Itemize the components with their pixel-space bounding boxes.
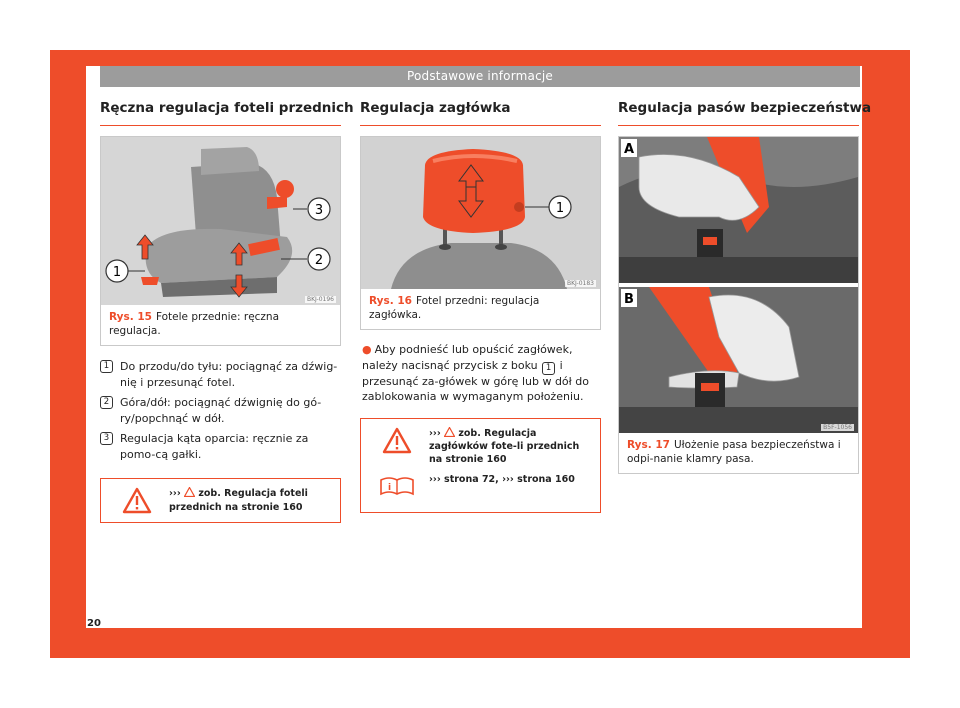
paragraph-text: Aby podnieść lub opuścić zagłówek, należy nacisnąć przycisk z boku xyxy=(362,343,573,372)
warning-icon xyxy=(109,487,165,514)
steps-list xyxy=(100,359,341,462)
warning-small-icon xyxy=(184,487,195,502)
step-number: 1 xyxy=(542,362,555,375)
svg-text:i: i xyxy=(388,483,392,493)
warning-text: zob. Regulacja foteli przednich na stronie 160 xyxy=(169,488,308,513)
warning-box xyxy=(100,478,341,523)
figure-caption xyxy=(101,305,340,345)
caption-text: Fotele przednie: ręczna regulacja. xyxy=(109,311,280,337)
column-seatbelt xyxy=(618,100,872,474)
caption-text: Fotel przedni: regulacja zagłówka. xyxy=(369,295,540,321)
caption-text: Ułożenie pasa bezpieczeństwa i odpi-nanie klamry pasa. xyxy=(627,439,841,465)
image-code: BKJ-0183 xyxy=(566,280,594,287)
book-icon xyxy=(369,474,425,496)
page-number: 20 xyxy=(87,618,101,629)
step-number: 3 xyxy=(100,432,113,445)
figure-label: Rys. 16 xyxy=(369,295,412,307)
section-title: Regulacja pasów bezpieczeństwa xyxy=(618,100,859,126)
warning-link[interactable] xyxy=(165,487,332,514)
step-text: Regulacja kąta oparcia: ręcznie za pomo-cą gałki. xyxy=(120,432,309,461)
list-item xyxy=(100,359,341,390)
link-prefix: ››› xyxy=(429,427,441,439)
list-item xyxy=(100,431,341,462)
step-number: 2 xyxy=(100,396,113,409)
link-prefix: ››› xyxy=(169,488,181,499)
section-title: Regulacja zagłówka xyxy=(360,100,601,126)
callout-1: 1 xyxy=(555,201,565,216)
instruction-paragraph xyxy=(360,342,601,405)
figure-seat xyxy=(100,136,341,346)
list-item xyxy=(100,395,341,426)
step-text: Do przodu/do tyłu: pociągnąć za dźwig-nię i przesunąć fotel. xyxy=(120,360,338,389)
panel-label-a: A xyxy=(623,142,635,157)
warning-box xyxy=(360,418,601,514)
column-seat-adjustment xyxy=(100,100,354,523)
seat-illustration xyxy=(101,137,340,305)
figure-caption xyxy=(619,433,858,473)
figure-label: Rys. 15 xyxy=(109,311,152,323)
headrest-illustration xyxy=(361,137,600,289)
reference-link[interactable]: ››› strona 72, ››› strona 160 xyxy=(429,474,575,485)
paragraph-text: i przesunąć za-główek w górę lub w dół do zablokowania w wymaganym położeniu. xyxy=(362,358,589,403)
callout-2: 2 xyxy=(314,253,324,268)
panel-label-b: B xyxy=(624,292,634,307)
step-number: 1 xyxy=(100,360,113,373)
column-headrest xyxy=(360,100,601,513)
warning-link[interactable] xyxy=(425,427,592,467)
bullet-icon: ● xyxy=(362,343,372,356)
warning-small-icon xyxy=(444,427,455,442)
section-title: Ręczna regulacja foteli przednich xyxy=(100,100,341,126)
image-code: B5F-1056 xyxy=(823,424,852,431)
section-header: Podstawowe informacje xyxy=(100,66,860,87)
figure-seatbelt xyxy=(618,136,859,474)
figure-caption xyxy=(361,289,600,329)
step-text: Góra/dół: pociągnąć dźwignię do gó-ry/popchnąć w dół. xyxy=(120,396,322,425)
callout-3: 3 xyxy=(314,203,324,218)
figure-label: Rys. 17 xyxy=(627,439,670,451)
image-code: BKJ-0196 xyxy=(306,296,334,303)
warning-icon xyxy=(369,427,425,454)
warning-text: zob. Regulacja zagłówków fote-li przednich na stronie 160 xyxy=(429,427,580,465)
callout-1: 1 xyxy=(112,265,122,280)
figure-headrest xyxy=(360,136,601,330)
seatbelt-illustration xyxy=(619,137,858,433)
